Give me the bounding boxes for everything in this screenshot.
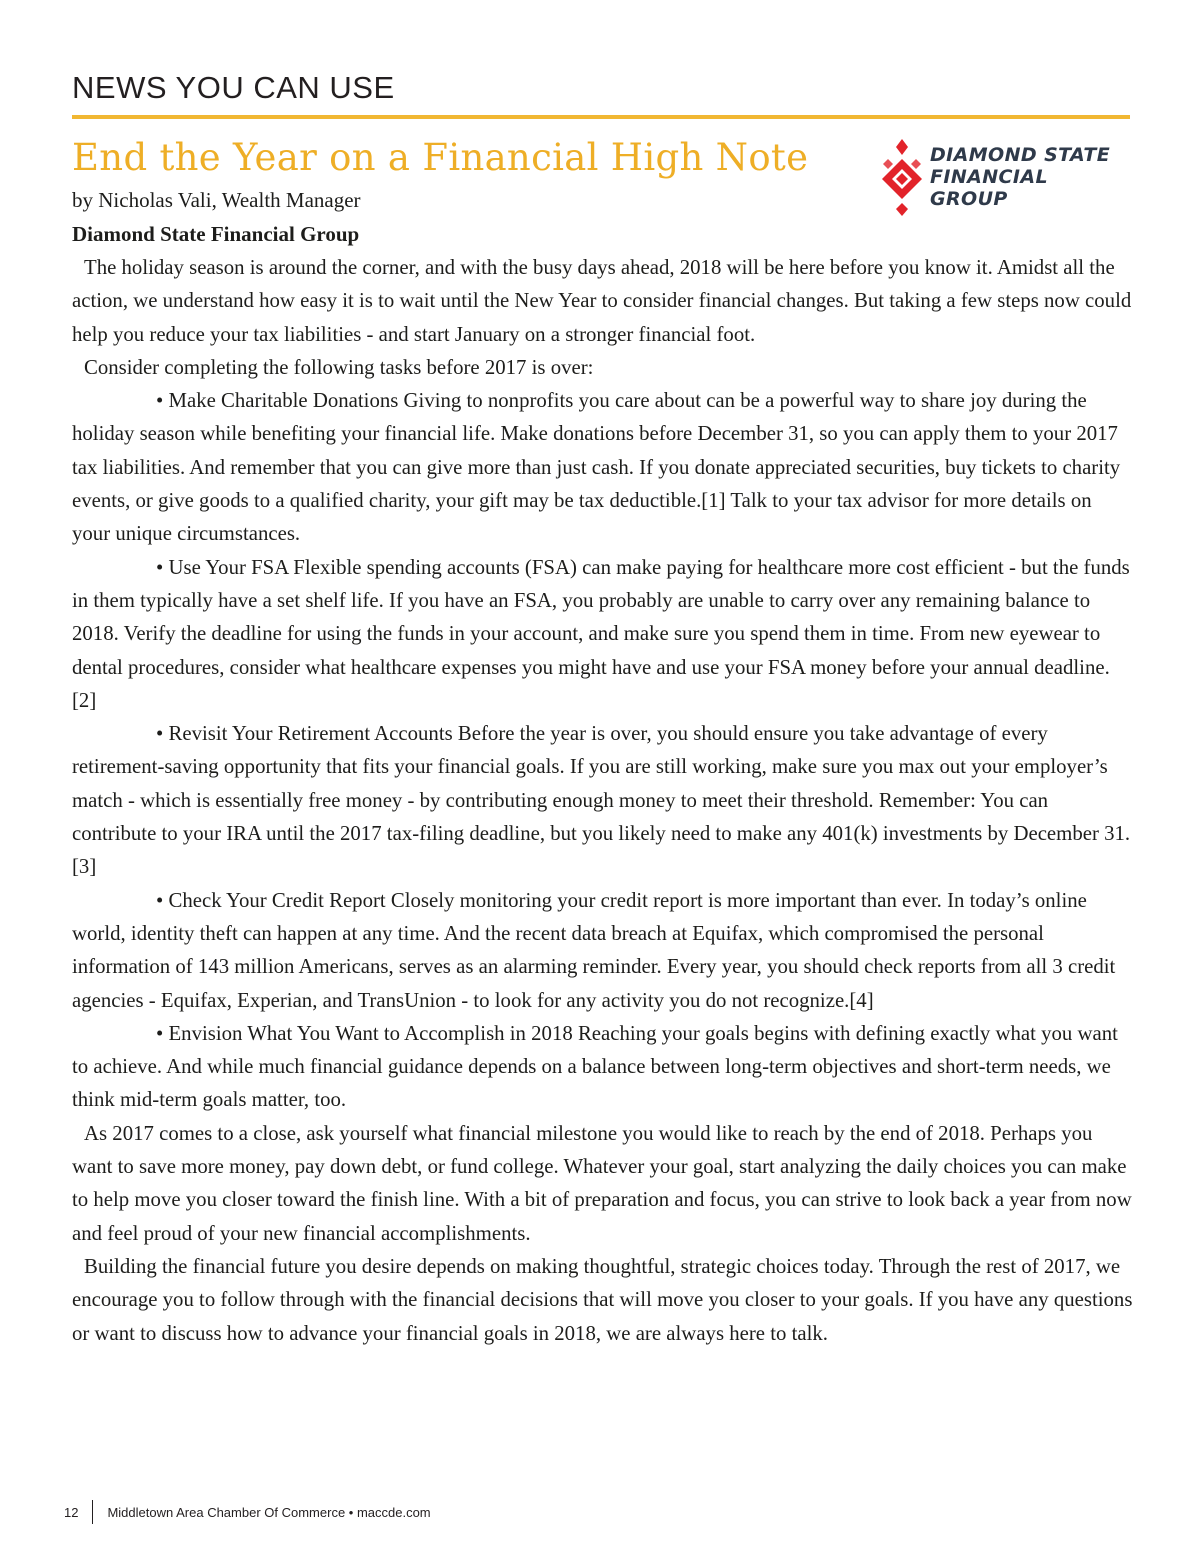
bullet-retirement-accounts: • Revisit Your Retirement Accounts Before the year is over, you should ensure you take advantage of every retirement-saving opportunity that fits your financial goals. If you are still working, make sure you max out your employer’s match - which is essentially free money - by contributing enough money to meet their threshold. Remember: You can contribute to your IRA until the 2017 tax-filing deadline, but you likely need to make any 401(k) investments by December 31.[3] bbox=[72, 722, 1131, 879]
byline: by Nicholas Vali, Wealth Manager bbox=[72, 188, 361, 212]
section-header: NEWS YOU CAN USE bbox=[72, 70, 395, 105]
page-number: 12 bbox=[64, 1504, 79, 1520]
header-divider bbox=[72, 115, 1130, 119]
publication-name: Middletown Area Chamber Of Commerce • maccde.com bbox=[107, 1504, 431, 1520]
bullet-charitable-donations: • Make Charitable Donations Giving to nonprofits you care about can be a powerful way to share joy during the holiday season while benefiting your financial life. Make donations before December 31, so you can apply them to your 2017 tax liabilities. And remember that you can give more than just cash. If you donate appreciated securities, buy tickets to charity events, or give goods to a qualified charity, your gift may be tax deductible.[1] Talk to your tax advisor for more details on your unique circumstances. bbox=[72, 389, 1121, 546]
logo-text bbox=[930, 144, 1130, 210]
page-footer bbox=[64, 1500, 431, 1524]
article-title: End the Year on a Financial High Note bbox=[72, 136, 809, 179]
logo-line-1: DIAMOND STATE bbox=[930, 144, 1111, 166]
intro-paragraph: The holiday season is around the corner, and with the busy days ahead, 2018 will be here before you know it. Amidst all the action, we understand how easy it is to wait until the New Year to consider financial changes. But taking a few steps now could help you reduce your tax liabilities - and start January on a stronger financial foot. bbox=[72, 256, 1132, 346]
company-name: Diamond State Financial Group bbox=[72, 222, 360, 246]
bullet-envision-goals: • Envision What You Want to Accomplish in 2018 Reaching your goals begins with defining exactly what you want to achieve. And while much financial guidance depends on a balance between long-term objectives and short-term needs, we think mid-term goals matter, too. bbox=[72, 1021, 1118, 1112]
diamond-logo-icon bbox=[880, 137, 924, 217]
lead-paragraph: Consider completing the following tasks before 2017 is over: bbox=[84, 355, 594, 379]
closing-paragraph-1: As 2017 comes to a close, ask yourself what financial milestone you would like to reach by the end of 2018. Perhaps you want to save more money, pay down debt, or fund college. Whatever your goal, start analyzing the daily choices you can make to help move you closer toward the finish line. With a bit of preparation and focus, you can strive to look back a year from now and feel proud of your new financial accomplishments. bbox=[72, 1121, 1132, 1245]
article-body bbox=[72, 251, 1134, 1350]
closing-paragraph-2: Building the financial future you desire depends on making thoughtful, strategic choices today. Through the rest of 2017, we encourage you to follow through with the financial decisions that will move you closer to your goals. If you have any questions or want to discuss how to advance your financial goals in 2018, we are always here to talk. bbox=[72, 1254, 1133, 1345]
logo-line-2: FINANCIAL GROUP bbox=[930, 166, 1048, 210]
bullet-fsa: • Use Your FSA Flexible spending accounts (FSA) can make paying for healthcare more cost efficient - but the funds in them typically have a set shelf life. If you have an FSA, you probably are unable to carry over any remaining balance to 2018. Verify the deadline for using the funds in your account, and make sure you spend them in time. From new eyewear to dental procedures, consider what healthcare expenses you might have and use your FSA money before your annual deadline.[2] bbox=[72, 555, 1130, 712]
footer-divider bbox=[92, 1500, 93, 1524]
bullet-credit-report: • Check Your Credit Report Closely monitoring your credit report is more important than ever. In today’s online world, identity theft can happen at any time. And the recent data breach at Equifax, which compromised the personal information of 143 million Americans, serves as an alarming reminder. Every year, you should check reports from all 3 credit agencies - Equifax, Experian, and TransUnion - to look for any activity you do not recognize.[4] bbox=[72, 888, 1116, 1012]
company-logo bbox=[880, 137, 1130, 217]
